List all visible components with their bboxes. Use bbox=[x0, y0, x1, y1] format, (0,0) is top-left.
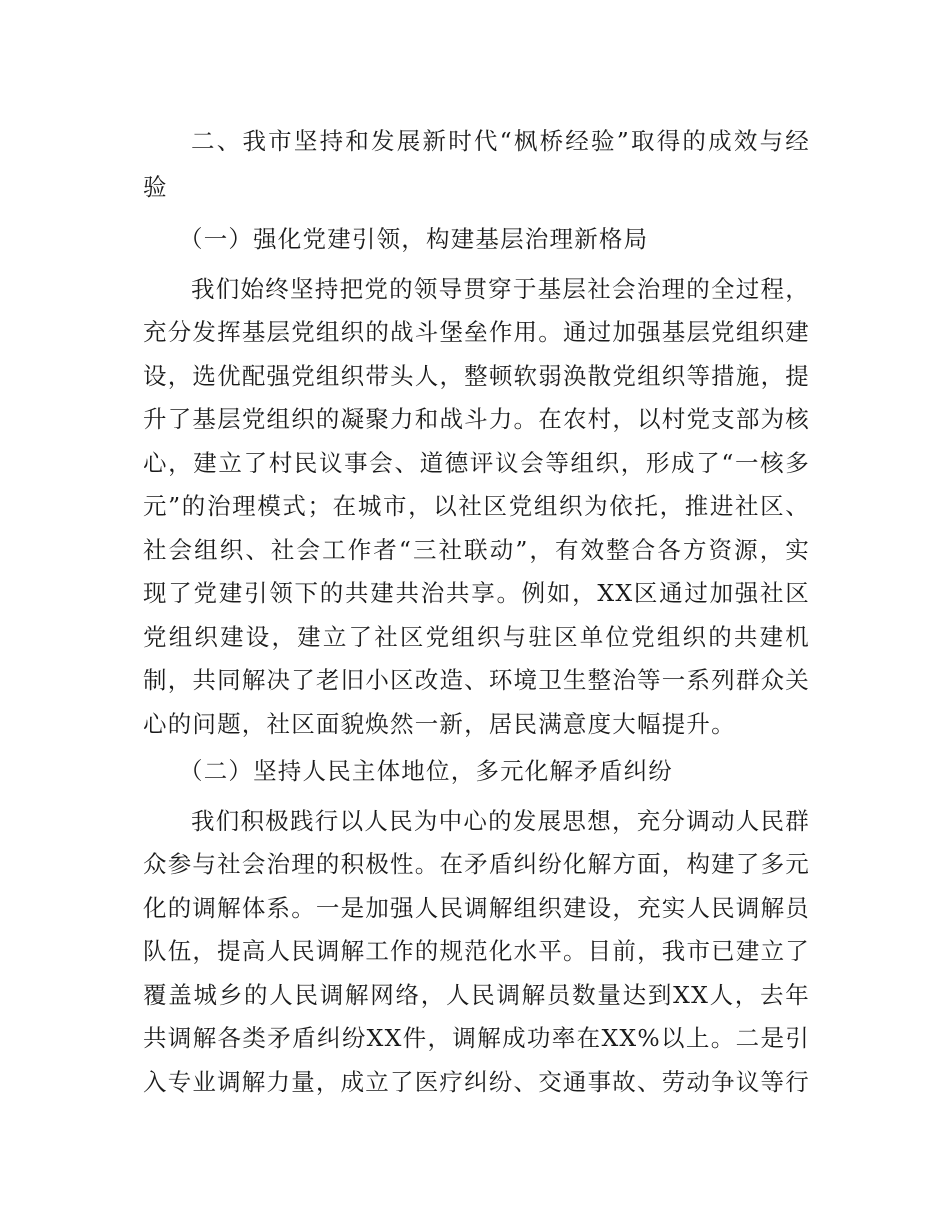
spacer bbox=[143, 210, 810, 218]
subsection-heading-2: （二）坚持人民主体地位，多元化解矛盾纠纷 bbox=[179, 757, 673, 785]
subsection-body-1: 我们始终坚持把党的领导贯穿于基层社会治理的全过程，充分发挥基层党组织的战斗堡垒作用。通过加强基层党组织建设，选优配强党组织带头人，整顿软弱涣散党组织等措施，提升了基层党组织的凝聚力和战斗力。在农村，以村党支部为核心，建立了村民议事会、道德评议会等组织，形成了“一核多元”的治理模式；在城市，以社区党组织为依托，推进社区、社会组织、社会工作者“三社联动”，有效整合各方资源，实现了党建引领下的共建共治共享。例如，XX区通过加强社区党组织建设，建立了社区党组织与驻区单位党组织的共建机制，共同解决了老旧小区改造、环境卫生整治等一系列群众关心的问题，社区面貌焕然一新，居民满意度大幅提升。 bbox=[143, 274, 810, 738]
section-title: 二、我市坚持和发展新时代“枫桥经验”取得的成效与经验 bbox=[143, 127, 810, 201]
document-body bbox=[143, 118, 810, 1104]
subsection-body-2: 我们积极践行以人民为中心的发展思想，充分调动人民群众参与社会治理的积极性。在矛盾纠纷化解方面，构建了多元化的调解体系。一是加强人民调解组织建设，充实人民调解员队伍，提高人民调解工作的规范化水平。目前，我市已建立了覆盖城乡的人民调解网络，人民调解员数量达到XX人，去年共调解各类矛盾纠纷XX件，调解成功率在XX%以上。二是引入专业调解力量，成立了医疗纠纷、交通事故、劳动争议等行 bbox=[143, 806, 810, 1096]
subsection-heading-1: （一）强化党建引领，构建基层治理新格局 bbox=[179, 225, 649, 253]
